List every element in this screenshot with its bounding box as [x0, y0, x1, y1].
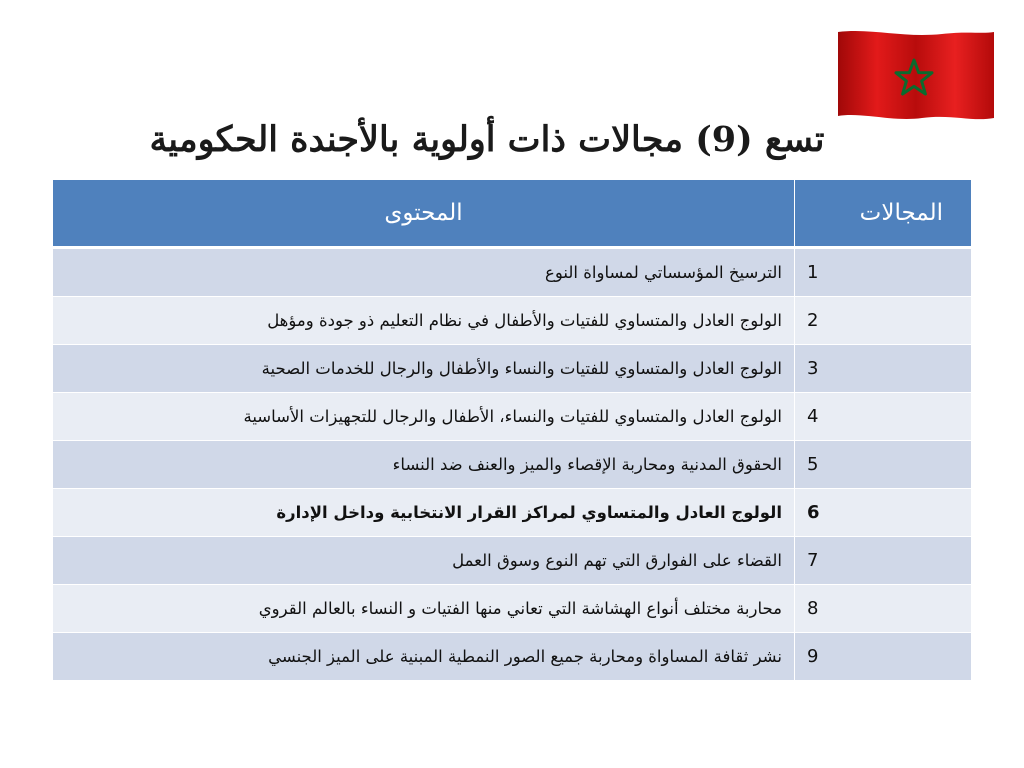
row-content: الولوج العادل والمتساوي للفتيات والنساء والأطفال والرجال للخدمات الصحية: [53, 345, 795, 393]
row-content: الحقوق المدنية ومحاربة الإقصاء والميز والعنف ضد النساء: [53, 441, 795, 489]
table-row: [53, 537, 972, 585]
row-number: 4: [795, 393, 972, 441]
table-row: [53, 441, 972, 489]
row-number: 3: [795, 345, 972, 393]
row-number: 5: [795, 441, 972, 489]
row-number: 9: [795, 633, 972, 681]
row-content: الولوج العادل والمتساوي للفتيات والأطفال في نظام التعليم ذو جودة ومؤهل: [53, 297, 795, 345]
row-content: محاربة مختلف أنواع الهشاشة التي تعاني منها الفتيات و النساء بالعالم القروي: [53, 585, 795, 633]
table-header-row: [53, 180, 972, 248]
row-number: 1: [795, 248, 972, 297]
priority-domains-table: [52, 179, 972, 681]
row-content: القضاء على الفوارق التي تهم النوع وسوق العمل: [53, 537, 795, 585]
table-row: [53, 297, 972, 345]
table-row: [53, 633, 972, 681]
page-title: تسع (9) مجالات ذات أولوية بالأجندة الحكومية: [149, 119, 825, 160]
header-content: المحتوى: [53, 180, 795, 248]
row-number: 7: [795, 537, 972, 585]
row-content: الولوج العادل والمتساوي لمراكز القرار الانتخابية وداخل الإدارة: [53, 489, 795, 537]
row-number: 2: [795, 297, 972, 345]
table-row: [53, 393, 972, 441]
table-row: [53, 345, 972, 393]
table-row: [53, 585, 972, 633]
table-row: [53, 248, 972, 297]
table-row: [53, 489, 972, 537]
header-domains: المجالات: [795, 180, 972, 248]
row-number: 6: [795, 489, 972, 537]
row-content: الولوج العادل والمتساوي للفتيات والنساء، الأطفال والرجال للتجهيزات الأساسية: [53, 393, 795, 441]
row-content: الترسيخ المؤسساتي لمساواة النوع: [53, 248, 795, 297]
row-number: 8: [795, 585, 972, 633]
row-content: نشر ثقافة المساواة ومحاربة جميع الصور النمطية المبنية على الميز الجنسي: [53, 633, 795, 681]
